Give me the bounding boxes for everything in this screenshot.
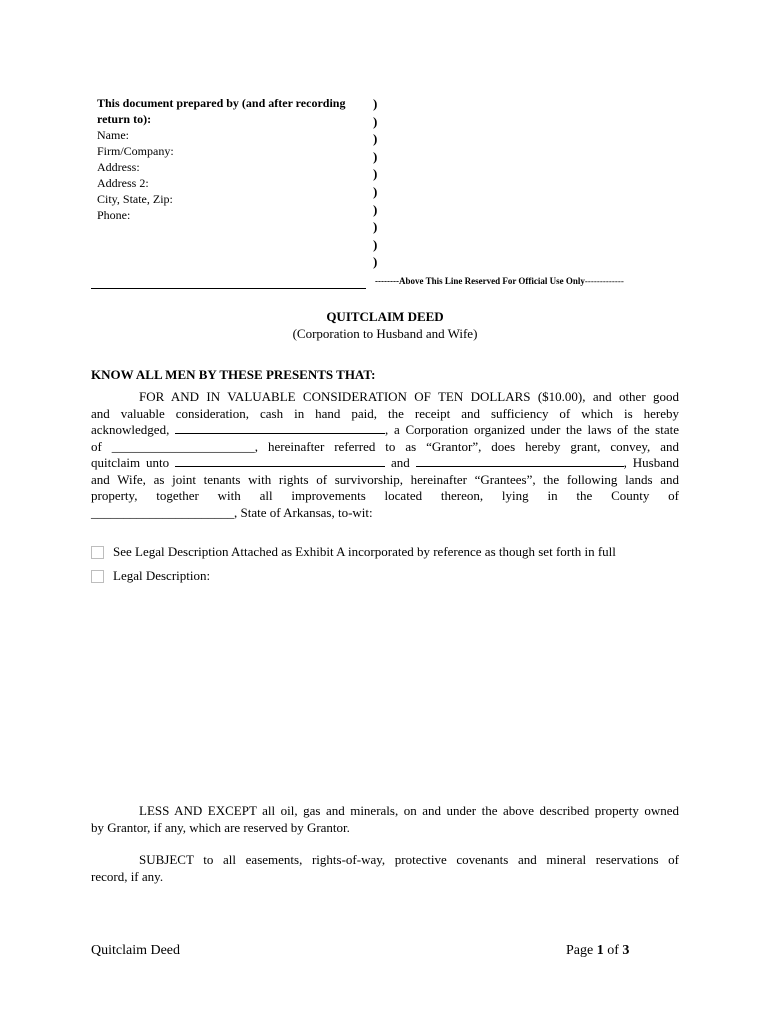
legal-description-checkbox[interactable] [91, 570, 104, 583]
body-line-8: ______________________, State of Arkansas, to-wit: [91, 504, 373, 520]
body-text: acknowledged, [91, 422, 170, 437]
body-line-6: and Wife, as joint tenants with rights of survivorship, hereinafter “Grantees”, the following lands and [91, 471, 679, 487]
body-line-2: and valuable consideration, cash in hand paid, the receipt and sufficiency of which is hereby [91, 405, 679, 421]
current-page: 1 [596, 943, 604, 958]
bracket-column [373, 95, 377, 271]
subject-to-paragraph [91, 852, 679, 885]
bracket: ) [373, 254, 378, 270]
less-except-line-1 [91, 803, 679, 820]
less-and-except-paragraph [91, 803, 679, 836]
bracket: ) [373, 148, 378, 164]
footer-document-name: Quitclaim Deed [91, 943, 181, 958]
state-blank-text: of ______________________, [91, 438, 259, 454]
bracket: ) [373, 166, 378, 182]
bracket: ) [373, 183, 378, 199]
bracket: ) [373, 96, 378, 111]
legal-description-label: Legal Description: [113, 568, 211, 583]
bracket: ) [373, 219, 378, 235]
body-text: SUBJECT to all easements, rights-of-way, protective covenants and mineral reservations of [139, 852, 679, 867]
document-title: QUITCLAIM DEED [326, 309, 444, 324]
body-text: quitclaim unto [91, 455, 170, 470]
preparer-block [97, 95, 367, 223]
exhibit-a-option[interactable] [91, 544, 616, 560]
official-use-text: Above This Line Reserved For Official Use Only [398, 276, 585, 286]
preparer-address2-label: Address 2: [97, 176, 149, 190]
less-except-line-2: by Grantor, if any, which are reserved by Grantor. [91, 819, 350, 835]
bracket: ) [373, 201, 378, 217]
subject-line-1 [91, 852, 679, 869]
preparer-heading-line1: This document prepared by (and after recording [97, 96, 346, 110]
body-line-3 [91, 422, 679, 439]
body-text: FOR AND IN VALUABLE CONSIDERATION OF TEN DOLLARS ($10.00), and other good [139, 389, 679, 404]
preparer-city-state-zip-label: City, State, Zip: [97, 192, 173, 206]
preparer-firm-label: Firm/Company: [97, 144, 174, 158]
recording-divider-line [91, 288, 366, 289]
exhibit-a-checkbox[interactable] [91, 546, 104, 559]
grantee-wife-name-field[interactable] [416, 455, 624, 467]
preparer-heading-line2: return to): [97, 112, 152, 126]
body-line-4 [91, 439, 679, 456]
body-line-5 [91, 455, 679, 472]
exhibit-a-label: See Legal Description Attached as Exhibit A incorporated by reference as though set forth in full [113, 544, 616, 559]
preparer-phone-label: Phone: [97, 208, 131, 222]
document-subtitle: (Corporation to Husband and Wife) [292, 326, 478, 341]
preparer-name-label: Name: [97, 128, 129, 142]
grantee-husband-name-field[interactable] [175, 455, 385, 467]
total-pages: 3 [622, 943, 630, 958]
body-text: LESS AND EXCEPT all oil, gas and minerals, on and under the above described property owned [139, 803, 679, 818]
body-text: , a Corporation organized under the laws of the state [385, 422, 680, 437]
subject-line-2: record, if any. [91, 868, 164, 884]
body-text: and [390, 455, 410, 470]
legal-description-option[interactable] [91, 568, 210, 584]
body-line-7: property, together with all improvements located thereon, lying in the County of [91, 488, 679, 503]
preparer-address-label: Address: [97, 160, 140, 174]
body-line-1 [91, 389, 679, 406]
body-text: hereinafter referred to as “Grantor”, does hereby grant, convey, and [267, 438, 679, 454]
page-word: Page [566, 943, 594, 958]
footer-page-number [566, 943, 629, 959]
body-text: , Husband [623, 455, 679, 470]
official-use-dashes: -------- [375, 276, 399, 286]
bracket: ) [373, 236, 378, 252]
know-all-men-heading: KNOW ALL MEN BY THESE PRESENTS THAT: [91, 367, 376, 382]
official-use-trail: ------------- [584, 276, 624, 286]
conveyance-paragraph [91, 389, 679, 521]
official-use-line [375, 276, 624, 286]
of-word: of [607, 943, 619, 958]
grantor-name-field[interactable] [175, 422, 385, 434]
bracket: ) [373, 131, 378, 147]
bracket: ) [373, 113, 378, 129]
